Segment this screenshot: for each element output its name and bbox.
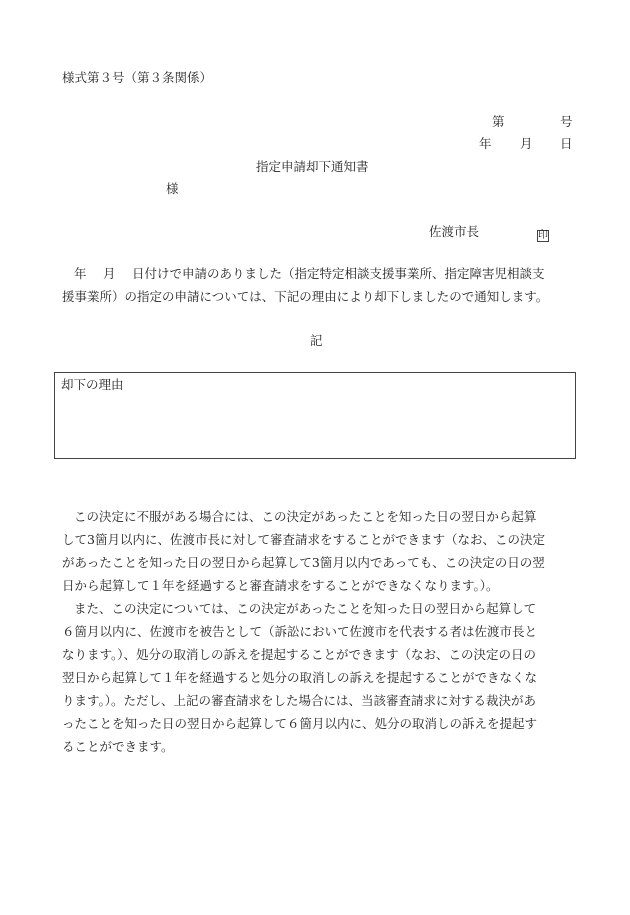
doc-number-go: 号 bbox=[560, 114, 573, 129]
date-month-label: 月 bbox=[520, 136, 533, 151]
notice-p2-line-2: ６箇月以内に、佐渡市を被告として（訴訟において佐渡市を代表する者は佐渡市長と bbox=[62, 624, 538, 639]
reason-box bbox=[54, 372, 576, 459]
date-day-label: 日 bbox=[560, 136, 573, 151]
notice-p1-line-3: があったことを知った日の翌日から起算して3箇月以内であっても、この決定の日の翌 bbox=[62, 555, 545, 570]
seal-label: 印 bbox=[538, 230, 548, 241]
date-year-label: 年 bbox=[479, 136, 492, 151]
form-number: 様式第３号（第３条関係） bbox=[62, 70, 213, 85]
notice-p2-line-5: ります。）。ただし、上記の審査請求をした場合には、当該審査請求に対する裁決があ bbox=[62, 693, 537, 708]
notice-p2-line-6: ったことを知った日の翌日から起算して６箇月以内に、処分の取消しの訴えを提起す bbox=[62, 716, 538, 731]
doc-number-dai: 第 bbox=[492, 114, 505, 129]
addressee-suffix: 様 bbox=[166, 181, 179, 196]
notice-p1-line-2: して3箇月以内に、佐渡市長に対して審査請求をすることができます（なお、この決定 bbox=[62, 532, 545, 547]
document-title: 指定申請却下通知書 bbox=[256, 159, 369, 174]
notice-p1-line-1: この決定に不服がある場合には、この決定があったことを知った日の翌日から起算 bbox=[74, 509, 537, 524]
intro-line-1: 年 月 日付けで申請のありました（指定特定相談支援事業所、指定障害児相談支 bbox=[74, 266, 545, 281]
notice-p2-line-1: また、この決定については、この決定があったことを知った日の翌日から起算して bbox=[74, 601, 537, 616]
reason-label: 却下の理由 bbox=[61, 377, 124, 392]
notice-p2-line-3: なります。）、処分の取消しの訴えを提起することができます（なお、この決定の日の bbox=[62, 647, 537, 662]
intro-line-2: 援事業所）の指定の申請については、下記の理由により却下しましたので通知します。 bbox=[62, 289, 549, 304]
issuer-name: 佐渡市長 bbox=[429, 224, 480, 239]
ki-heading: 記 bbox=[310, 333, 323, 348]
seal-mark bbox=[537, 226, 549, 242]
notice-p1-line-4: 日から起算して１年を経過すると審査請求をすることができなくなります。）。 bbox=[62, 578, 499, 593]
notice-p2-line-4: 翌日から起算して１年を経過すると処分の取消しの訴えを提起することができなくな bbox=[62, 670, 538, 685]
notice-p2-line-7: ることができます。 bbox=[62, 739, 174, 754]
